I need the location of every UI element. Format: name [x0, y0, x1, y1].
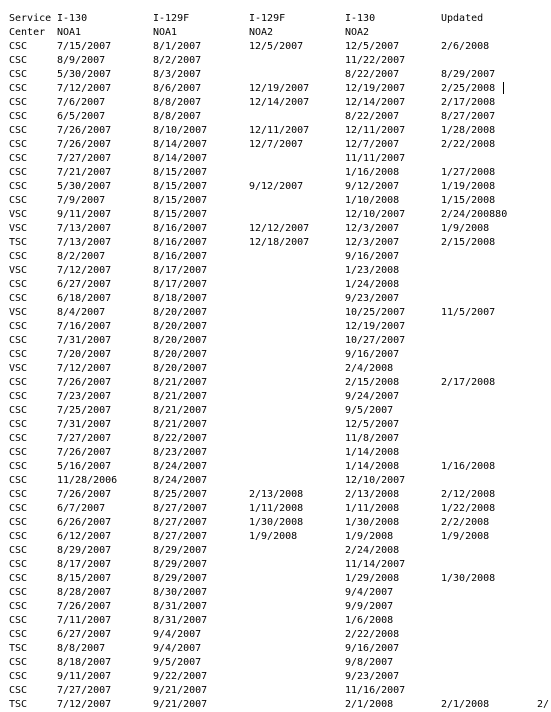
cell: 2/17/2008: [441, 377, 496, 388]
cell: VSC: [9, 209, 28, 220]
cell: NOA2: [249, 27, 274, 38]
cell: 12/3/2007: [345, 237, 400, 248]
cell: 8/17/2007: [153, 265, 208, 276]
cell: 5/16/2007: [57, 461, 112, 472]
cell: 10/27/2007: [345, 335, 406, 346]
cell: 11/28/2006: [57, 475, 118, 486]
cell: 8/24/2007: [153, 461, 208, 472]
cell: 9/21/2007: [153, 685, 208, 696]
cell: 8/20/2007: [153, 335, 208, 346]
cell: CSC: [9, 69, 28, 80]
cell: 12/19/2007: [249, 83, 310, 94]
cell: 8/14/2007: [153, 139, 208, 150]
cell: CSC: [9, 657, 28, 668]
cell: 7/12/2007: [57, 83, 112, 94]
cell: 12/19/2007: [345, 83, 406, 94]
cell: Updated: [441, 13, 484, 24]
cell: 6/18/2007: [57, 293, 112, 304]
text-cursor: [503, 82, 504, 94]
cell: 7/31/2007: [57, 419, 112, 430]
cell: CSC: [9, 195, 28, 206]
cell: CSC: [9, 433, 28, 444]
cell: VSC: [9, 363, 28, 374]
cell: 8/17/2007: [57, 559, 112, 570]
cell: 8/3/2007: [153, 69, 202, 80]
cell: 6/12/2007: [57, 531, 112, 542]
cell: 8/15/2007: [153, 195, 208, 206]
cell: 7/12/2007: [57, 265, 112, 276]
cell: 8/23/2007: [153, 447, 208, 458]
cell: 6/5/2007: [57, 111, 106, 122]
cell: 8/29/2007: [153, 545, 208, 556]
cell: 9/5/2007: [345, 405, 394, 416]
cell: CSC: [9, 377, 28, 388]
cell: 8/27/2007: [153, 531, 208, 542]
cell: 7/26/2007: [57, 125, 112, 136]
cell: CSC: [9, 111, 28, 122]
cell: 12/18/2007: [249, 237, 310, 248]
cell: 8/29/2007: [153, 559, 208, 570]
cell: 9/12/2007: [345, 181, 400, 192]
cell: VSC: [9, 307, 28, 318]
cell: CSC: [9, 587, 28, 598]
cell: 9/11/2007: [57, 209, 112, 220]
cell: 8/30/2007: [153, 587, 208, 598]
cell: 7/26/2007: [57, 139, 112, 150]
cell: 9/16/2007: [345, 349, 400, 360]
cell: 12/5/2007: [249, 41, 304, 52]
cell: 12/10/2007: [345, 475, 406, 486]
cell: CSC: [9, 97, 28, 108]
cell: 2/12/2008: [441, 489, 496, 500]
cell: 1/14/2008: [345, 447, 400, 458]
cell: 8/27/2007: [441, 111, 496, 122]
cell: 8/4/2007: [57, 307, 106, 318]
cell: 9/4/2007: [153, 629, 202, 640]
cell: Service: [9, 13, 52, 24]
cell: 8/21/2007: [153, 377, 208, 388]
cell: 8/2/2007: [153, 55, 202, 66]
cell: 2/22/2008: [345, 629, 400, 640]
cell: 1/16/2008: [441, 461, 496, 472]
cell: 12/12/2007: [249, 223, 310, 234]
cell: 7/26/2007: [57, 377, 112, 388]
cell: 2/17/2008: [441, 97, 496, 108]
cell: CSC: [9, 167, 28, 178]
cell: 12/14/2007: [345, 97, 406, 108]
cell: 1/16/2008: [345, 167, 400, 178]
cell: 12/14/2007: [249, 97, 310, 108]
cell: 11/22/2007: [345, 55, 406, 66]
cell: 7/27/2007: [57, 685, 112, 696]
cell: 12/19/2007: [345, 321, 406, 332]
cell: 9/21/2007: [153, 699, 208, 710]
cell: CSC: [9, 545, 28, 556]
cell: 7/26/2007: [57, 601, 112, 612]
cell: I-129F: [249, 13, 286, 24]
cell: 8/27/2007: [153, 517, 208, 528]
cell: VSC: [9, 223, 28, 234]
cell: 8/8/2007: [57, 643, 106, 654]
cell: 2/15/2008: [345, 377, 400, 388]
cell: 7/13/2007: [57, 223, 112, 234]
cell: 2/22/2008: [441, 139, 496, 150]
cell: CSC: [9, 489, 28, 500]
cell: 2/: [537, 699, 550, 710]
cell: NOA1: [57, 27, 82, 38]
cell: 1/27/2008: [441, 167, 496, 178]
cell: 7/31/2007: [57, 335, 112, 346]
cell: CSC: [9, 629, 28, 640]
cell: 7/27/2007: [57, 433, 112, 444]
cell: 7/27/2007: [57, 153, 112, 164]
cell: 8/21/2007: [153, 405, 208, 416]
cell: 1/22/2008: [441, 503, 496, 514]
cell: Center: [9, 27, 46, 38]
cell: 9/12/2007: [249, 181, 304, 192]
cell: 7/16/2007: [57, 321, 112, 332]
cell: CSC: [9, 475, 28, 486]
cell: 7/21/2007: [57, 167, 112, 178]
cell: 1/30/2008: [249, 517, 304, 528]
cell: 7/13/2007: [57, 237, 112, 248]
cell: 1/11/2008: [345, 503, 400, 514]
cell: 8/8/2007: [153, 111, 202, 122]
cell: CSC: [9, 517, 28, 528]
cell: CSC: [9, 139, 28, 150]
cell: 7/15/2007: [57, 41, 112, 52]
cell: 8/14/2007: [153, 153, 208, 164]
cell: 5/30/2007: [57, 69, 112, 80]
cell: 1/9/2008: [441, 223, 490, 234]
cell: CSC: [9, 615, 28, 626]
cell: 1/9/2008: [345, 531, 394, 542]
cell: 12/5/2007: [345, 419, 400, 430]
cell: 7/9/2007: [57, 195, 106, 206]
cell: 9/23/2007: [345, 671, 400, 682]
cell: 9/9/2007: [345, 601, 394, 612]
cell: CSC: [9, 55, 28, 66]
cell: 7/12/2007: [57, 363, 112, 374]
cell: 2/13/2008: [345, 489, 400, 500]
cell: 8/15/2007: [153, 209, 208, 220]
cell: CSC: [9, 279, 28, 290]
cell: 1/28/2008: [441, 125, 496, 136]
cell: 1/9/2008: [249, 531, 298, 542]
cell: 1/9/2008: [441, 531, 490, 542]
cell: CSC: [9, 503, 28, 514]
cell: 2/4/2008: [345, 363, 394, 374]
cell: 11/14/2007: [345, 559, 406, 570]
cell: 7/11/2007: [57, 615, 112, 626]
cell: CSC: [9, 83, 28, 94]
cell: 12/7/2007: [249, 139, 304, 150]
cell: CSC: [9, 447, 28, 458]
cell: CSC: [9, 391, 28, 402]
cell: 1/23/2008: [345, 265, 400, 276]
cell: 1/6/2008: [345, 615, 394, 626]
cell: 12/10/2007: [345, 209, 406, 220]
cell: 8/16/2007: [153, 223, 208, 234]
cell: 2/2/2008: [441, 517, 490, 528]
cell: CSC: [9, 41, 28, 52]
cell: VSC: [9, 265, 28, 276]
cell: CSC: [9, 405, 28, 416]
cell: 7/12/2007: [57, 699, 112, 710]
cell: 1/15/2008: [441, 195, 496, 206]
cell: CSC: [9, 419, 28, 430]
cell: 8/15/2007: [153, 181, 208, 192]
cell: CSC: [9, 181, 28, 192]
cell: 8/22/2007: [153, 433, 208, 444]
cell: 1/24/2008: [345, 279, 400, 290]
cell: 1/30/2008: [345, 517, 400, 528]
cell: 8/20/2007: [153, 307, 208, 318]
cell: CSC: [9, 251, 28, 262]
cell: 8/31/2007: [153, 601, 208, 612]
cell: 9/5/2007: [153, 657, 202, 668]
cell: 2/13/2008: [249, 489, 304, 500]
cell: 9/24/2007: [345, 391, 400, 402]
cell: CSC: [9, 293, 28, 304]
cell: 8/20/2007: [153, 321, 208, 332]
cell: 8/29/2007: [57, 545, 112, 556]
cell: 8/20/2007: [153, 363, 208, 374]
cell: 8/29/2007: [153, 573, 208, 584]
cell: 8/6/2007: [153, 83, 202, 94]
cell: 2/1/2008: [345, 699, 394, 710]
cell: NOA1: [153, 27, 178, 38]
cell: 8/21/2007: [153, 391, 208, 402]
cell: 9/23/2007: [345, 293, 400, 304]
cell: CSC: [9, 573, 28, 584]
cell: 1/30/2008: [441, 573, 496, 584]
cell: 8/16/2007: [153, 251, 208, 262]
cell: 12/5/2007: [345, 41, 400, 52]
cell: 9/22/2007: [153, 671, 208, 682]
cell: CSC: [9, 153, 28, 164]
cell: 7/25/2007: [57, 405, 112, 416]
cell: 12/3/2007: [345, 223, 400, 234]
cell: 1/10/2008: [345, 195, 400, 206]
cell: 8/9/2007: [57, 55, 106, 66]
cell: 11/16/2007: [345, 685, 406, 696]
cell: 8/1/2007: [153, 41, 202, 52]
cell: 8/15/2007: [57, 573, 112, 584]
cell: 8/22/2007: [345, 111, 400, 122]
cell: 2/6/2008: [441, 41, 490, 52]
cell: CSC: [9, 601, 28, 612]
cell: 8/27/2007: [153, 503, 208, 514]
cell: 7/26/2007: [57, 489, 112, 500]
cell: 8/21/2007: [153, 419, 208, 430]
cell: 8/22/2007: [345, 69, 400, 80]
cell: 7/6/2007: [57, 97, 106, 108]
cell: 1/29/2008: [345, 573, 400, 584]
cell: CSC: [9, 671, 28, 682]
cell: 9/11/2007: [57, 671, 112, 682]
cell: 8/10/2007: [153, 125, 208, 136]
cell: 12/11/2007: [345, 125, 406, 136]
cell: 12/11/2007: [249, 125, 310, 136]
cell: 9/4/2007: [345, 587, 394, 598]
cell: 2/15/2008: [441, 237, 496, 248]
cell: 7/23/2007: [57, 391, 112, 402]
cell: 2/25/2008: [441, 83, 496, 94]
cell: 6/27/2007: [57, 629, 112, 640]
cell: CSC: [9, 349, 28, 360]
cell: 9/8/2007: [345, 657, 394, 668]
cell: 8/28/2007: [57, 587, 112, 598]
cell: 11/11/2007: [345, 153, 406, 164]
cell: 6/7/2007: [57, 503, 106, 514]
cell: TSC: [9, 699, 28, 710]
cell: 8/20/2007: [153, 349, 208, 360]
cell: I-130: [345, 13, 376, 24]
cell: 1/19/2008: [441, 181, 496, 192]
cell: 8/2/2007: [57, 251, 106, 262]
cell: 10/25/2007: [345, 307, 406, 318]
cell: 2/24/2008: [345, 545, 400, 556]
cell: 6/27/2007: [57, 279, 112, 290]
cell: CSC: [9, 335, 28, 346]
cell: 8/18/2007: [57, 657, 112, 668]
cell: 8/18/2007: [153, 293, 208, 304]
cell: 1/14/2008: [345, 461, 400, 472]
cell: TSC: [9, 643, 28, 654]
cell: I-130: [57, 13, 88, 24]
cell: TSC: [9, 237, 28, 248]
cell: 11/8/2007: [345, 433, 400, 444]
cell: 8/24/2007: [153, 475, 208, 486]
cell: 1/11/2008: [249, 503, 304, 514]
cell: 8/15/2007: [153, 167, 208, 178]
cell: CSC: [9, 321, 28, 332]
cell: 5/30/2007: [57, 181, 112, 192]
cell: CSC: [9, 125, 28, 136]
cell: 11/5/2007: [441, 307, 496, 318]
cell: 9/16/2007: [345, 643, 400, 654]
cell: I-129F: [153, 13, 190, 24]
cell: 8/16/2007: [153, 237, 208, 248]
cell: 2/24/200880: [441, 209, 508, 220]
cell: NOA2: [345, 27, 370, 38]
cell: 9/4/2007: [153, 643, 202, 654]
cell: 7/26/2007: [57, 447, 112, 458]
cell: 8/8/2007: [153, 97, 202, 108]
cell: 8/25/2007: [153, 489, 208, 500]
cell: CSC: [9, 559, 28, 570]
cell: 8/29/2007: [441, 69, 496, 80]
cell: 2/1/2008: [441, 699, 490, 710]
cell: 6/26/2007: [57, 517, 112, 528]
cell: 8/31/2007: [153, 615, 208, 626]
cell: 12/7/2007: [345, 139, 400, 150]
cell: 9/16/2007: [345, 251, 400, 262]
cell: CSC: [9, 685, 28, 696]
cell: CSC: [9, 461, 28, 472]
cell: 8/17/2007: [153, 279, 208, 290]
cell: 7/20/2007: [57, 349, 112, 360]
cell: CSC: [9, 531, 28, 542]
